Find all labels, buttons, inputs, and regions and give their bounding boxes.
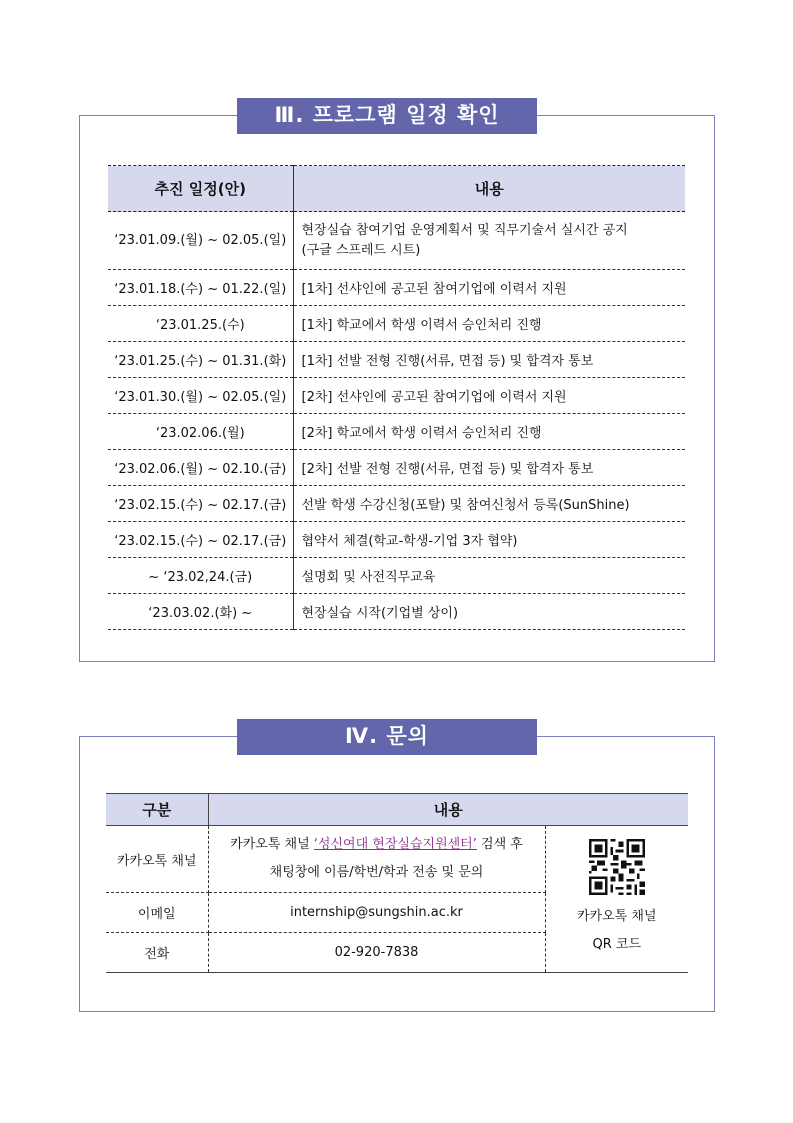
- schedule-content-line1: 현장실습 참여기업 운영계획서 및 직무기술서 실시간 공지: [301, 222, 628, 238]
- schedule-section-title: Ⅲ. 프로그램 일정 확인: [237, 98, 537, 134]
- schedule-row: [108, 212, 685, 270]
- qr-container: [547, 839, 688, 959]
- contact-header-row: [106, 794, 688, 826]
- kakao-suffix: 검색 후: [476, 837, 523, 852]
- schedule-date: ‘23.01.25.(수) ~ 01.31.(화): [108, 342, 293, 378]
- qr-label: [577, 903, 656, 959]
- schedule-row: [108, 306, 685, 342]
- schedule-date: ‘23.01.25.(수): [108, 306, 293, 342]
- schedule-content: [1차] 학교에서 학생 이력서 승인처리 진행: [293, 306, 685, 342]
- schedule-content: [1차] 선샤인에 공고된 참여기업에 이력서 지원: [293, 270, 685, 306]
- qr-label-line2: QR 코드: [592, 937, 641, 952]
- contact-row-kakao: [106, 826, 688, 893]
- schedule-table: [108, 165, 685, 630]
- schedule-row: [108, 558, 685, 594]
- contact-header-category: 구분: [106, 794, 208, 826]
- contact-category-kakao: 카카오톡 채널: [106, 826, 208, 893]
- schedule-content: 선발 학생 수강신청(포탈) 및 참여신청서 등록(SunShine): [293, 486, 685, 522]
- schedule-date: ‘23.02.15.(수) ~ 02.17.(금): [108, 522, 293, 558]
- contact-content-kakao: [208, 826, 545, 893]
- kakao-prefix: 카카오톡 채널: [230, 837, 314, 852]
- schedule-header-date: 추진 일정(안): [108, 166, 293, 212]
- contact-category-phone: 전화: [106, 933, 208, 973]
- qr-label-line1: 카카오톡 채널: [577, 909, 657, 924]
- schedule-content-line2: (구글 스프레드 시트): [301, 242, 421, 258]
- contact-category-email: 이메일: [106, 893, 208, 933]
- schedule-content: [1차] 선발 전형 진행(서류, 면접 등) 및 합격자 통보: [293, 342, 685, 378]
- qr-code-icon[interactable]: [589, 839, 645, 895]
- schedule-row: [108, 522, 685, 558]
- schedule-content: 설명회 및 사전직무교육: [293, 558, 685, 594]
- schedule-date: ‘23.01.30.(월) ~ 02.05.(일): [108, 378, 293, 414]
- schedule-row: [108, 270, 685, 306]
- schedule-row: [108, 450, 685, 486]
- schedule-content: [2차] 선발 전형 진행(서류, 면접 등) 및 합격자 통보: [293, 450, 685, 486]
- schedule-row: [108, 594, 685, 630]
- schedule-content: 현장실습 시작(기업별 상이): [293, 594, 685, 630]
- schedule-row: [108, 378, 685, 414]
- schedule-date: ‘23.01.18.(수) ~ 01.22.(일): [108, 270, 293, 306]
- schedule-row: [108, 414, 685, 450]
- contact-phone[interactable]: 02-920-7838: [208, 933, 545, 973]
- schedule-header-content: 내용: [293, 166, 685, 212]
- schedule-date: ‘23.03.02.(화) ~: [108, 594, 293, 630]
- schedule-content: 협약서 체결(학교-학생-기업 3자 협약): [293, 522, 685, 558]
- kakao-channel-name[interactable]: ‘성신여대 현장실습지원센터’: [313, 837, 477, 852]
- qr-cell: [545, 826, 688, 973]
- schedule-header-row: [108, 166, 685, 212]
- schedule-date: ~ ‘23.02,24.(금): [108, 558, 293, 594]
- schedule-date: ‘23.02.06.(월) ~ 02.10.(금): [108, 450, 293, 486]
- schedule-date: ‘23.02.15.(수) ~ 02.17.(금): [108, 486, 293, 522]
- schedule-date: ‘23.02.06.(월): [108, 414, 293, 450]
- schedule-row: [108, 486, 685, 522]
- contact-section-title: Ⅳ. 문의: [237, 719, 537, 755]
- kakao-line2: 채팅창에 이름/학번/학과 전송 및 문의: [269, 865, 484, 880]
- schedule-date: ‘23.01.09.(월) ~ 02.05.(일): [108, 212, 293, 270]
- contact-table: [106, 793, 688, 973]
- contact-header-content: 내용: [208, 794, 688, 826]
- schedule-content: [293, 212, 685, 270]
- schedule-content: [2차] 선샤인에 공고된 참여기업에 이력서 지원: [293, 378, 685, 414]
- schedule-row: [108, 342, 685, 378]
- contact-email[interactable]: internship@sungshin.ac.kr: [208, 893, 545, 933]
- schedule-content: [2차] 학교에서 학생 이력서 승인처리 진행: [293, 414, 685, 450]
